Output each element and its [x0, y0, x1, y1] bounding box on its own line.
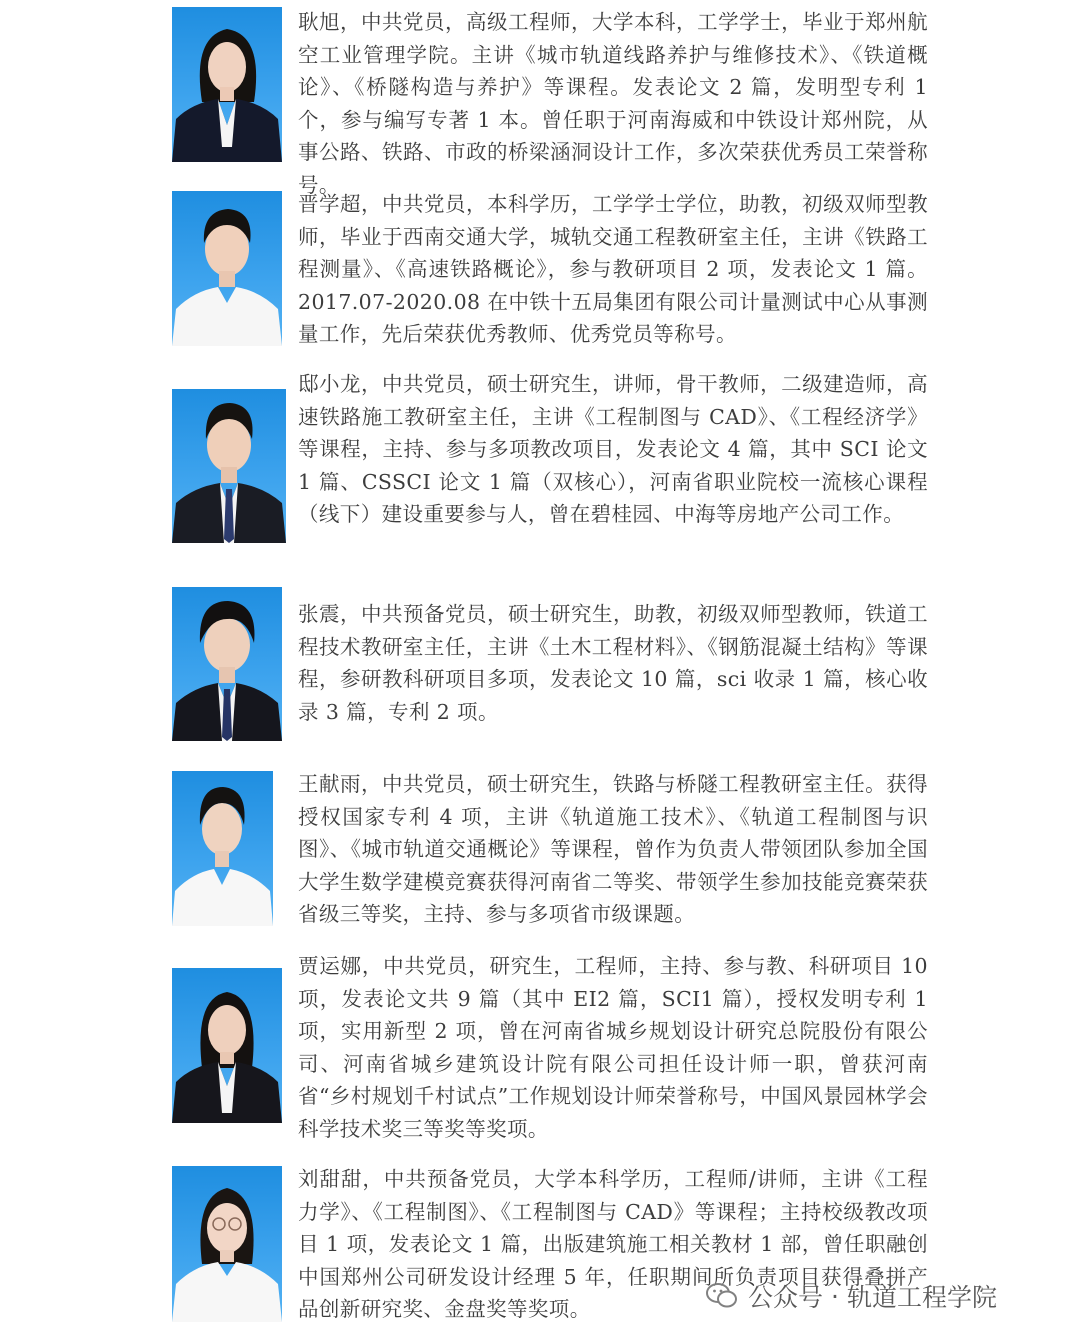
profile-photo: [172, 7, 282, 162]
profile-photo: [172, 191, 282, 346]
profile-bio: 邸小龙，中共党员，硕士研究生，讲师，骨干教师，二级建造师，高速铁路施工教研室主任，主讲《工程制图与 CAD》、《工程经济学》等课程，主持、参与多项教改项目，发表论文 4 篇，其中 SCI 论文 1 篇、CSSCI 论文 1 篇（双核心），河南省职业院校一流核心课程（线下）建设重要参与人，曾在碧桂园、中海等房地产公司工作。: [298, 372, 928, 527]
watermark-prefix: 公众号: [748, 1283, 824, 1312]
wechat-icon: [706, 1282, 738, 1310]
person-silhouette-icon: [172, 771, 273, 926]
person-silhouette-icon: [172, 389, 286, 543]
person-silhouette-icon: [172, 587, 282, 741]
person-silhouette-icon: [172, 1166, 282, 1322]
profile-bio: 刘甜甜，中共预备党员，大学本科学历，工程师/讲师，主讲《工程力学》、《工程制图》、《工程制图与 CAD》等课程；主持校级教改项目 1 项，发表论文 1 篇，出版建筑施工相关教材 1 部，曾任职融创中国郑州公司研发设计经理 5 年，任职期间所负责项目获得叠拼产品创新研究奖、金盘奖等奖项。: [298, 1167, 928, 1322]
profile-photo: [172, 968, 282, 1123]
profile-bio: 王献雨，中共党员，硕士研究生，铁路与桥隧工程教研室主任。获得授权国家专利 4 项，主讲《轨道施工技术》、《轨道工程制图与识图》、《城市轨道交通概论》等课程，曾作为负责人带领团队参加全国大学生数学建模竞赛获得河南省二等奖、带领学生参加技能竞赛荣获省级三等奖，主持、参与多项省市级课题。: [298, 772, 928, 927]
profile-bio: 张震，中共预备党员，硕士研究生，助教，初级双师型教师，铁道工程技术教研室主任，主讲《土木工程材料》、《钢筋混凝土结构》等课程，参研教科研项目多项，发表论文 10 篇，sci 收录 1 篇，核心收录 3 篇，专利 2 项。: [298, 602, 928, 724]
wechat-account-watermark: [706, 1276, 997, 1316]
profile-photo: [172, 1166, 282, 1322]
person-silhouette-icon: [172, 968, 282, 1123]
watermark-separator: ·: [831, 1281, 839, 1311]
profile-photo: [172, 389, 286, 543]
person-silhouette-icon: [172, 191, 282, 346]
profile-bio: 晋学超，中共党员，本科学历，工学学士学位，助教，初级双师型教师，毕业于西南交通大学，城轨交通工程教研室主任，主讲《铁路工程测量》、《高速铁路概论》，参与教研项目 2 项，发表论文 1 篇。2017.07-2020.08 在中铁十五局集团有限公司计量测试中心从事测量工作，先后荣获优秀教师、优秀党员等称号。: [298, 192, 928, 347]
watermark-account-name: 轨道工程学院: [846, 1283, 997, 1312]
person-silhouette-icon: [172, 7, 282, 162]
profile-bio: 耿旭，中共党员，高级工程师，大学本科，工学学士，毕业于郑州航空工业管理学院。主讲《城市轨道线路养护与维修技术》、《铁道概论》、《桥隧构造与养护》等课程。发表论文 2 篇，发明型专利 1 个，参与编写专著 1 本。曾任职于河南海威和中铁设计郑州院，从事公路、铁路、市政的桥梁涵洞设计工作，多次荣获优秀员工荣誉称号。: [298, 10, 928, 197]
profile-photo: [172, 771, 273, 926]
profile-bio: 贾运娜，中共党员，研究生，工程师，主持、参与教、科研项目 10 项，发表论文共 9 篇（其中 EI2 篇，SCI1 篇），授权发明专利 1 项，实用新型 2 项，曾在河南省城乡规划设计研究总院股份有限公司、河南省城乡建筑设计院有限公司担任设计师一职，曾获河南省“乡村规划千村试点”工作规划设计师荣誉称号，中国风景园林学会科学技术奖三等奖等奖项。: [298, 954, 928, 1141]
profile-photo: [172, 587, 282, 741]
